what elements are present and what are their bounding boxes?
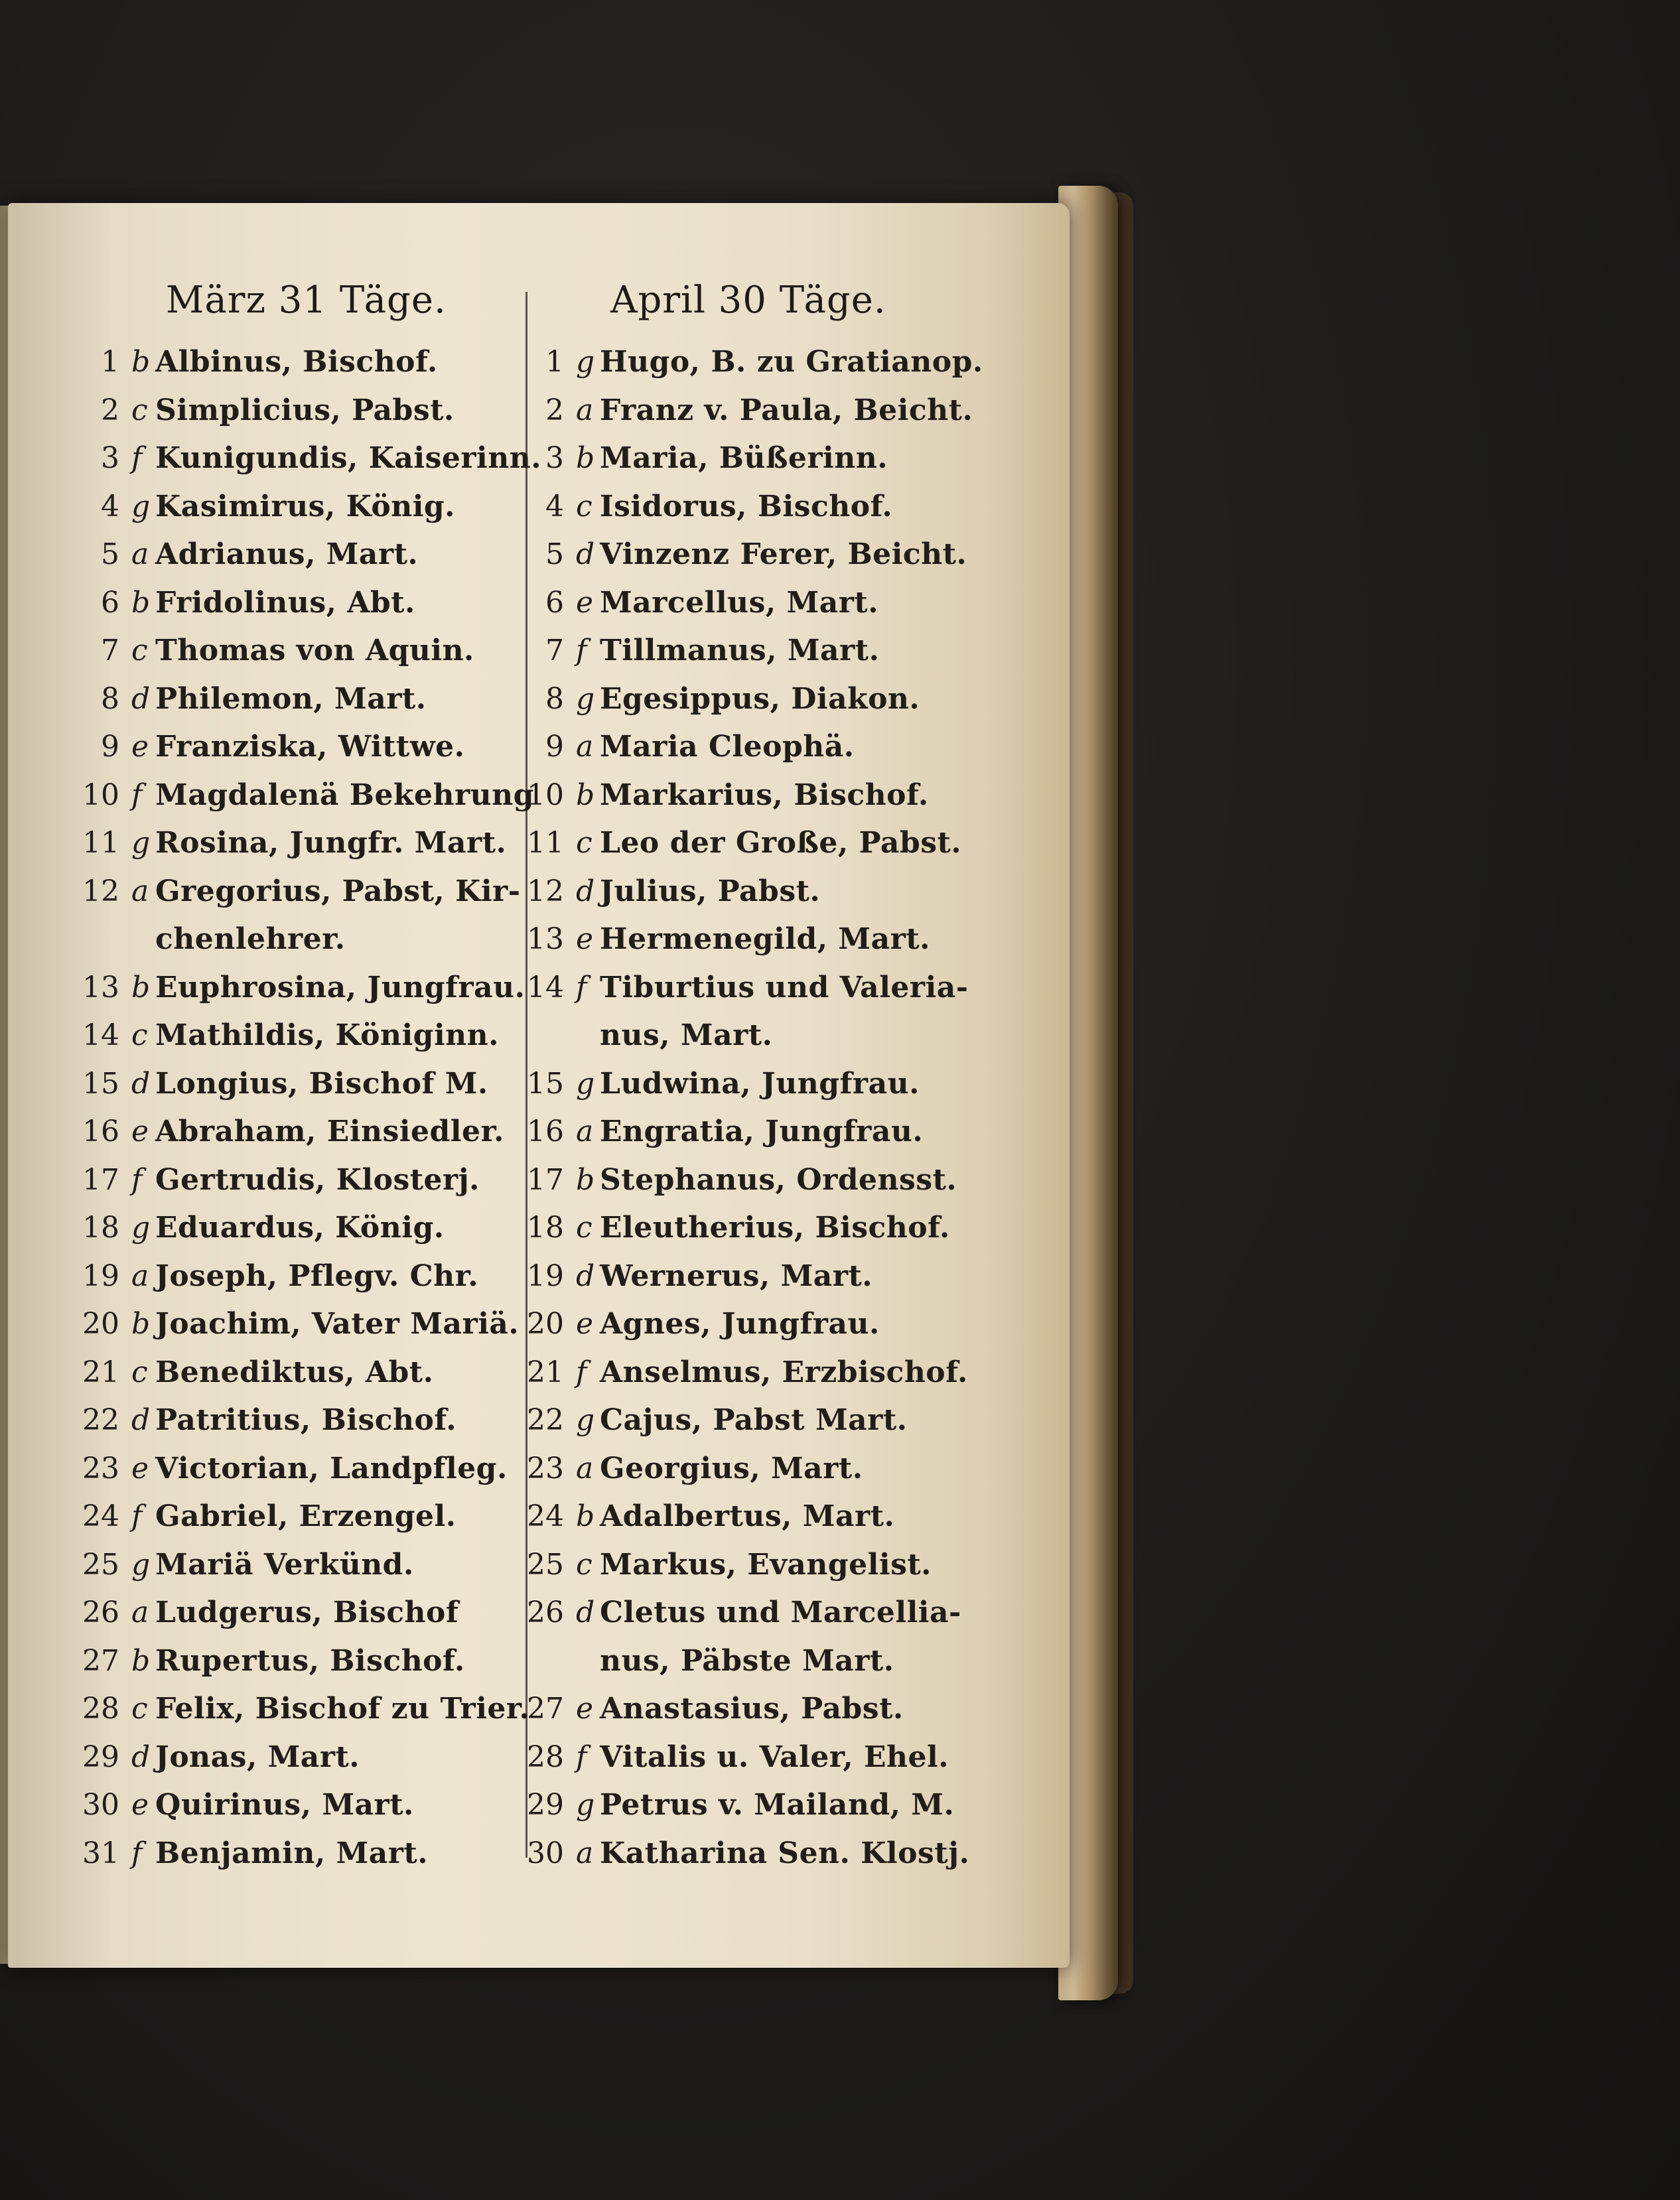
april-entry [518,387,973,435]
day-number: 18 [82,1211,119,1245]
day-number: 11 [82,826,119,860]
march-entry [73,723,464,771]
dominical-letter: d [576,537,595,571]
april-entry [518,1349,968,1397]
dominical-letter: b [576,1162,595,1197]
day-number: 19 [82,1259,119,1293]
dominical-letter: a [131,874,149,908]
dominical-letter: a [576,1115,594,1148]
dominical-letter: f [131,441,143,475]
april-entry [518,1781,954,1829]
dominical-letter: a [131,1596,149,1629]
saint-name: Leo der Große, Pabst. [600,826,962,860]
saint-name: Patritius, Bischof. [155,1403,457,1437]
dominical-letter: d [131,1740,151,1774]
day-number: 22 [82,1403,119,1437]
saint-name: Benediktus, Abt. [155,1355,434,1389]
april-entry [518,1060,920,1108]
march-entry [73,531,418,579]
day-number: 9 [101,730,119,764]
day-number: 16 [82,1115,119,1148]
march-entry [73,1012,499,1060]
day-number: 3 [101,441,119,475]
day-number: 20 [82,1307,119,1341]
day-number: 19 [527,1259,564,1293]
april-entry [518,772,929,819]
march-entry [73,1781,414,1829]
saint-name: Quirinus, Mart. [155,1788,414,1822]
saint-name: Georgius, Mart. [600,1451,863,1485]
saint-name: Felix, Bischof zu Trier. [155,1692,530,1726]
march-entry [73,435,541,482]
dominical-letter: b [576,1499,595,1533]
april-entry [518,531,967,579]
april-entry [518,1830,969,1878]
saint-name: Longius, Bischof M. [155,1066,488,1101]
saint-name: chenlehrer. [155,922,346,956]
dominical-letter: d [576,1259,595,1293]
saint-name: Hermenegild, Mart. [600,922,930,956]
saint-name: Julius, Pabst. [600,874,821,908]
day-number: 4 [101,489,119,523]
march-entry [73,387,455,435]
march-entry [73,1734,360,1781]
dominical-letter: g [576,345,595,379]
day-number: 20 [527,1307,564,1341]
saint-name: Benjamin, Mart. [155,1836,429,1870]
saint-name: Egesippus, Diakon. [600,681,920,716]
dominical-letter: e [576,922,594,956]
day-number: 26 [82,1596,119,1629]
april-entry [518,1156,957,1204]
saint-name: Maria Cleophä. [600,730,855,764]
day-number: 31 [82,1836,119,1870]
saint-name: Marcellus, Mart. [600,585,879,620]
april-entry [518,435,888,482]
saint-name: Mariä Verkünd. [155,1547,414,1582]
march-entry [73,627,474,675]
saint-name: Gabriel, Erzengel. [155,1499,456,1533]
day-number: 27 [527,1692,564,1726]
saint-name: Agnes, Jungfrau. [600,1307,880,1341]
day-number: 2 [545,393,564,427]
march-entry [73,1397,456,1444]
saint-name: Abraham, Einsiedler. [155,1115,504,1148]
day-number: 18 [527,1211,564,1245]
day-number: 8 [545,681,564,716]
dominical-letter: d [131,1403,151,1437]
dominical-letter: c [131,1692,148,1726]
dominical-letter: e [131,1451,149,1485]
march-entry [73,675,427,723]
dominical-letter: f [131,1499,143,1533]
day-number: 13 [527,922,564,956]
day-number: 7 [545,634,564,667]
saint-name: Eleutherius, Bischof. [600,1211,950,1245]
day-number: 21 [527,1355,564,1389]
saint-name: Vitalis u. Valer, Ehel. [600,1740,949,1774]
day-number: 30 [82,1788,119,1822]
dominical-letter: a [576,730,594,764]
march-entry [73,1204,445,1252]
dominical-letter: e [131,1788,149,1822]
march-entry [73,483,455,531]
dominical-letter: a [576,1836,594,1870]
march-entry [73,964,525,1012]
day-number: 16 [527,1115,564,1148]
saint-name: Isidorus, Bischof. [600,489,893,523]
dominical-letter: a [131,537,149,571]
saint-name: Victorian, Landpfleg. [155,1451,508,1485]
dominical-letter: b [576,441,595,475]
day-number: 29 [82,1740,119,1774]
saint-name: Euphrosina, Jungfrau. [155,970,525,1004]
dominical-letter: f [131,778,143,812]
march-entry [73,916,346,963]
saint-name: Albinus, Bischof. [155,345,438,379]
april-entry [518,1012,772,1060]
march-entry [73,1108,504,1156]
day-number: 7 [101,634,119,667]
saint-name: nus, Mart. [600,1018,773,1052]
dominical-letter: d [576,874,595,908]
april-entry [518,819,961,867]
saint-name: Rosina, Jungfr. Mart. [155,826,507,860]
saint-name: Tiburtius und Valeria- [600,970,969,1004]
day-number: 10 [82,778,119,812]
day-number: 12 [82,874,119,908]
day-number: 25 [527,1547,564,1582]
day-number: 13 [82,970,119,1004]
saint-name: Joseph, Pflegv. Chr. [155,1259,479,1293]
march-entry [73,772,534,819]
april-entry [518,627,879,675]
day-number: 14 [82,1018,119,1052]
day-number: 15 [82,1066,119,1101]
day-number: 10 [527,778,564,812]
day-number: 9 [545,730,564,764]
saint-name: Vinzenz Ferer, Beicht. [600,537,967,571]
dominical-letter: f [576,970,587,1004]
saint-name: Hugo, B. zu Gratianop. [600,345,983,379]
saint-name: Magdalenä Bekehrung [155,778,534,812]
dominical-letter: e [576,1692,594,1726]
dominical-letter: e [576,585,594,620]
saint-name: Thomas von Aquin. [155,634,474,667]
april-entry [518,483,892,531]
day-number: 23 [527,1451,564,1485]
dominical-letter: f [576,1740,587,1774]
april-entry [518,1734,949,1781]
day-number: 2 [101,393,119,427]
april-entry [518,338,983,386]
saint-name: Mathildis, Königinn. [155,1018,499,1052]
dominical-letter: b [576,778,595,812]
dominical-letter: g [576,1403,595,1437]
saint-name: Engratia, Jungfrau. [600,1115,924,1148]
march-entry [73,1830,428,1878]
march-entry [73,579,415,627]
march-entry [73,1300,519,1348]
saint-name: Stephanus, Ordensst. [600,1162,957,1197]
dominical-letter: e [131,1115,149,1148]
dominical-letter: g [131,489,151,523]
dominical-letter: f [576,634,587,667]
saint-name: Adalbertus, Mart. [600,1499,895,1533]
march-entry [73,1637,465,1685]
march-entry [73,1685,529,1733]
saint-name: Simplicius, Pabst. [155,393,455,427]
day-number: 22 [527,1403,564,1437]
april-entry [518,675,920,723]
march-entry [73,868,520,916]
dominical-letter: d [131,681,151,716]
april-entry [518,868,820,916]
saint-name: nus, Päbste Mart. [600,1643,894,1678]
saint-name: Tillmanus, Mart. [600,634,880,667]
dominical-letter: g [576,1788,595,1822]
dominical-letter: d [576,1596,595,1629]
dominical-letter: c [131,1018,148,1052]
dominical-letter: b [131,345,151,379]
saint-name: Ludwina, Jungfrau. [600,1066,920,1101]
saint-name: Cletus und Marcellia- [600,1596,961,1629]
dominical-letter: g [576,681,595,716]
march-entry [73,1060,488,1108]
saint-name: Petrus v. Mailand, M. [600,1788,955,1822]
day-number: 26 [527,1596,564,1629]
saint-name: Anastasius, Pabst. [600,1692,904,1726]
saint-name: Ludgerus, Bischof [155,1596,459,1629]
day-number: 3 [545,441,564,475]
march-entry [73,338,438,386]
april-header: April 30 Täge. [610,279,886,322]
day-number: 12 [527,874,564,908]
saint-name: Philemon, Mart. [155,681,427,716]
march-entry [73,1349,433,1397]
saint-name: Joachim, Vater Mariä. [155,1307,520,1341]
saint-name: Franz v. Paula, Beicht. [600,393,973,427]
dominical-letter: f [131,1836,143,1870]
april-entry [518,1300,880,1348]
saint-name: Katharina Sen. Klostj. [600,1836,970,1870]
saint-name: Kasimirus, König. [155,489,456,523]
dominical-letter: f [131,1162,143,1197]
dominical-letter: c [131,393,148,427]
saint-name: Kunigundis, Kaiserinn. [155,441,542,475]
saint-name: Rupertus, Bischof. [155,1643,465,1678]
saint-name: Gregorius, Pabst, Kir- [155,874,521,908]
dominical-letter: b [131,1643,151,1678]
dominical-letter: e [576,1307,594,1341]
march-entry [73,1156,480,1204]
day-number: 24 [82,1499,119,1533]
april-entry [518,1253,873,1300]
april-entry [518,1589,961,1637]
march-entry [73,819,506,867]
april-entry [518,1541,932,1589]
day-number: 15 [527,1066,564,1101]
day-number: 8 [101,681,119,716]
saint-name: Franziska, Wittwe. [155,730,465,764]
day-number: 23 [82,1451,119,1485]
april-entry [518,1685,904,1733]
saint-name: Markus, Evangelist. [600,1547,932,1582]
march-entry [73,1493,456,1541]
april-entry [518,1204,950,1252]
dominical-letter: c [131,1355,148,1389]
day-number: 6 [101,585,119,620]
april-entry [518,579,878,627]
dominical-letter: e [131,730,149,764]
dominical-letter: c [576,1211,593,1245]
day-number: 29 [527,1788,564,1822]
day-number: 17 [527,1162,564,1197]
dominical-letter: c [576,826,593,860]
april-entry [518,1397,907,1444]
march-entry [73,1541,414,1589]
march-header: März 31 Täge. [166,279,447,322]
saint-name: Adrianus, Mart. [155,537,419,571]
dominical-letter: b [131,585,151,620]
april-entry [518,1445,863,1493]
dominical-letter: a [576,393,594,427]
dominical-letter: d [131,1066,151,1101]
day-number: 24 [527,1499,564,1533]
april-entry [518,1493,894,1541]
march-entry [73,1253,478,1300]
dominical-letter: g [131,1547,151,1582]
april-entry [518,723,855,771]
dominical-letter: g [131,1211,151,1245]
saint-name: Wernerus, Mart. [600,1259,873,1293]
april-entry [518,1637,894,1685]
saint-name: Anselmus, Erzbischof. [600,1355,968,1389]
day-number: 28 [82,1692,119,1726]
saint-name: Markarius, Bischof. [600,778,929,812]
day-number: 11 [527,826,564,860]
dominical-letter: g [576,1066,595,1101]
saint-name: Eduardus, König. [155,1211,445,1245]
dominical-letter: f [576,1355,587,1389]
april-entry [518,964,969,1012]
saint-name: Fridolinus, Abt. [155,585,415,620]
day-number: 5 [101,537,119,571]
saint-name: Cajus, Pabst Mart. [600,1403,908,1437]
day-number: 25 [82,1547,119,1582]
dominical-letter: b [131,1307,151,1341]
day-number: 1 [101,345,119,379]
march-entry [73,1589,458,1637]
day-number: 6 [545,585,564,620]
day-number: 5 [545,537,564,571]
day-number: 28 [527,1740,564,1774]
day-number: 27 [82,1643,119,1678]
dominical-letter: g [131,826,151,860]
day-number: 1 [545,345,564,379]
saint-name: Gertrudis, Klosterj. [155,1162,480,1197]
day-number: 21 [82,1355,119,1389]
april-entry [518,1108,923,1156]
saint-name: Jonas, Mart. [155,1740,360,1774]
dominical-letter: c [576,489,593,523]
day-number: 30 [527,1836,564,1870]
day-number: 17 [82,1162,119,1197]
march-entry [73,1445,508,1493]
dominical-letter: c [131,634,148,667]
day-number: 4 [545,489,564,523]
saint-name: Maria, Büßerinn. [600,441,888,475]
dominical-letter: b [131,970,151,1004]
dominical-letter: c [576,1547,593,1582]
april-entry [518,916,930,963]
dominical-letter: a [576,1451,594,1485]
dominical-letter: a [131,1259,149,1293]
day-number: 14 [527,970,564,1004]
